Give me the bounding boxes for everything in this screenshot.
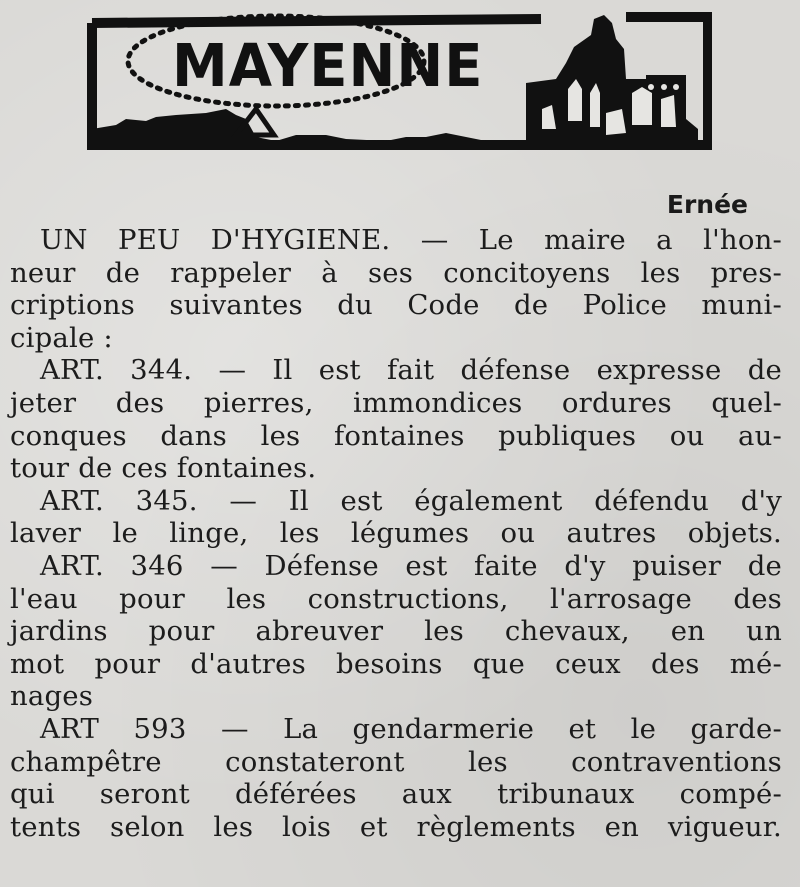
banner-title: MAYENNE: [172, 32, 484, 101]
city-heading: Ernée: [666, 190, 748, 219]
article-line: tents selon les lois et règlements en vigueur.: [10, 810, 782, 843]
article-line: ART. 346 — Défense est faite d'y puiser de: [40, 549, 782, 582]
article-line: UN PEU D'HYGIENE. — Le maire a l'hon-: [40, 224, 782, 256]
article-line: tour de ces fontaines.: [10, 452, 317, 485]
article-line: ART. 345. — Il est également défendu d'y: [40, 484, 782, 517]
article-line: l'eau pour les constructions, l'arrosage des: [10, 582, 782, 615]
article-paragraph-593: [10, 713, 782, 843]
article-line: ART 593 — La gendarmerie et le garde-: [40, 712, 782, 745]
article-line: neur de rappeler à ses concitoyens les pres-: [10, 256, 782, 289]
article-line: conques dans les fontaines publiques ou au-: [10, 419, 782, 452]
article-intro: [10, 224, 782, 354]
mayenne-banner: [86, 9, 712, 151]
article-line: nages: [10, 680, 94, 713]
article-paragraph-344: [10, 354, 782, 484]
article-line: jardins pour abreuver les chevaux, en un: [10, 615, 782, 648]
article-line: ART. 344. — Il est fait défense expresse de: [40, 354, 782, 387]
article-line: cipale :: [10, 321, 113, 354]
article-body: [10, 224, 782, 843]
article-line: criptions suivantes du Code de Police muni-: [10, 289, 782, 322]
article-line: jeter des pierres, immondices ordures quel-: [10, 386, 782, 419]
article-paragraph-346: [10, 550, 782, 713]
article-line: qui seront déférées aux tribunaux compé-: [10, 778, 782, 811]
article-paragraph-345: [10, 485, 782, 550]
article-line: mot pour d'autres besoins que ceux des mé-: [10, 647, 782, 680]
article-line: laver le linge, les légumes ou autres objets.: [10, 517, 782, 550]
article-line: champêtre constateront les contraventions: [10, 745, 782, 778]
